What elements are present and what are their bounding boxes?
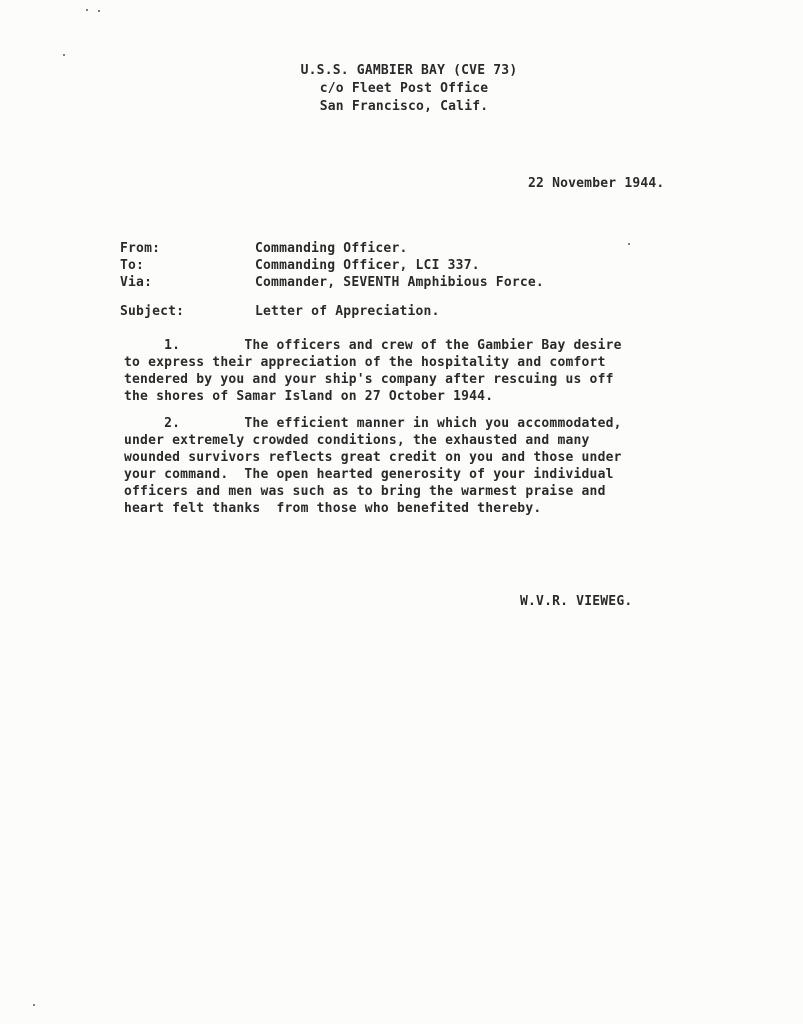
paragraph-line: tendered by you and your ship's company after rescuing us off	[124, 372, 614, 387]
letterhead-ship: U.S.S. GAMBIER BAY (CVE 73)	[300, 63, 518, 78]
paragraph-1	[124, 337, 704, 405]
letterhead-post-office: c/o Fleet Post Office	[319, 81, 489, 96]
paper-speck	[86, 9, 88, 11]
paper-speck	[63, 54, 65, 56]
signature: W.V.R. VIEWEG.	[520, 594, 633, 609]
paper-speck	[33, 1004, 35, 1006]
paragraph-2	[124, 415, 704, 517]
via-row	[120, 274, 544, 291]
letterhead	[0, 62, 803, 116]
paragraph-line: heart felt thanks from those who benefited thereby.	[124, 501, 542, 516]
subject-value: Letter of Appreciation.	[255, 304, 440, 319]
paragraph-line: officers and men was such as to bring the warmest praise and	[124, 484, 606, 499]
paragraph-line: the shores of Samar Island on 27 October 1944.	[124, 389, 494, 404]
letterhead-city: San Francisco, Calif.	[319, 99, 489, 114]
to-row	[120, 257, 544, 274]
subject-label: Subject:	[120, 304, 185, 319]
from-label: From:	[120, 241, 161, 256]
from-row	[120, 240, 544, 257]
from-value: Commanding Officer.	[255, 241, 408, 256]
paper-speck	[628, 243, 630, 245]
paragraph-line: 1. The officers and crew of the Gambier Bay desire	[124, 338, 622, 353]
paragraph-line: 2. The efficient manner in which you accommodated,	[124, 416, 622, 431]
to-value: Commanding Officer, LCI 337.	[255, 258, 480, 273]
subject-row	[120, 304, 440, 319]
paper-speck	[98, 10, 100, 12]
paragraph-line: under extremely crowded conditions, the exhausted and many	[124, 433, 590, 448]
via-value: Commander, SEVENTH Amphibious Force.	[255, 275, 544, 290]
paragraph-line: to express their appreciation of the hospitality and comfort	[124, 355, 606, 370]
routing-block	[120, 240, 544, 291]
paragraph-line: your command. The open hearted generosity of your individual	[124, 467, 614, 482]
paragraph-line: wounded survivors reflects great credit on you and those under	[124, 450, 622, 465]
via-label: Via:	[120, 275, 153, 290]
to-label: To:	[120, 258, 145, 273]
letter-date: 22 November 1944.	[528, 176, 665, 191]
